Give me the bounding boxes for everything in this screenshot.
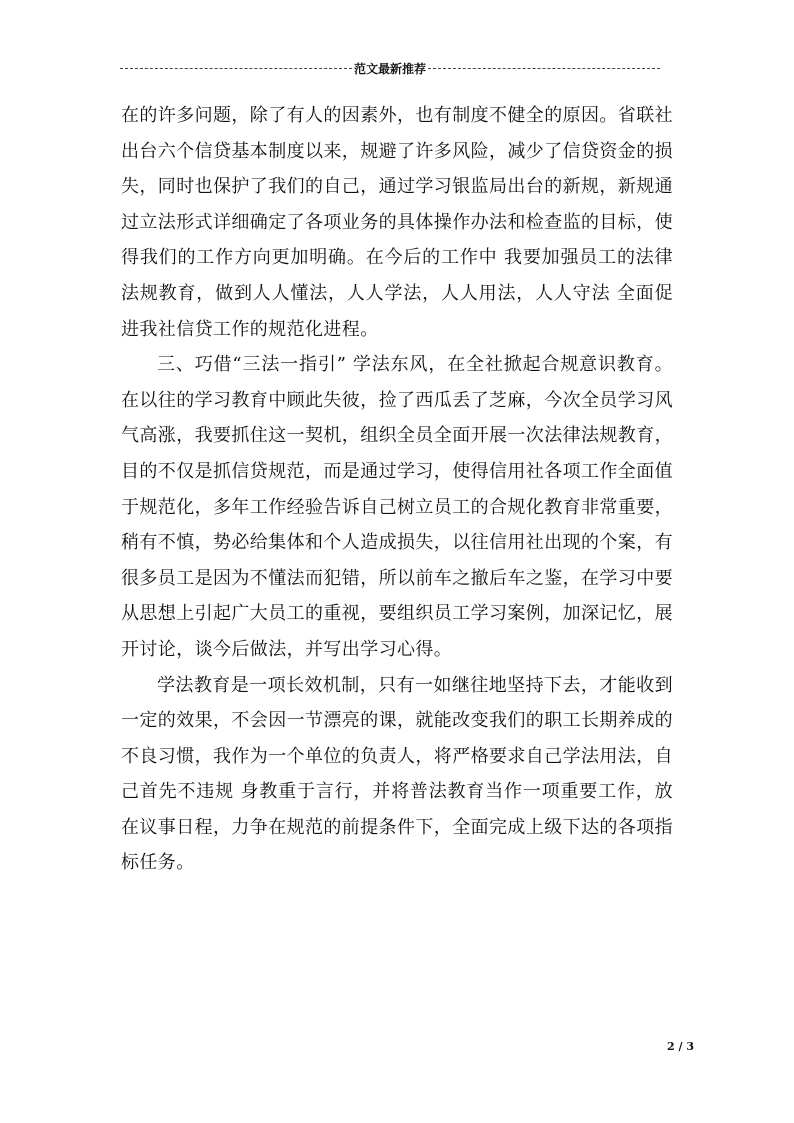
header-rule-left bbox=[120, 68, 352, 69]
page-number: 2 / 3 bbox=[667, 1040, 694, 1053]
header-title: 范文最新推荐 bbox=[354, 61, 427, 76]
document-body bbox=[121, 98, 673, 881]
paragraph-3: 学法教育是一项长效机制，只有一如继往地坚持下去，才能收到一定的效果，不会因一节漂亮的课，就能改变我们的职工长期养成的不良习惯，我作为一个单位的负责人，将严格要求自己学法用法，自己首先不违规 身教重于言行，并将普法教育当作一项重要工作，放在议事日程，力争在规范的前提条件下，全面完成上级下达的各项指标任务。 bbox=[121, 674, 673, 874]
paragraph-1: 在的许多问题，除了有人的因素外，也有制度不健全的原因。省联社出台六个信贷基本制度以来，规避了许多风险，减少了信贷资金的损失，同时也保护了我们的自己，通过学习银监局出台的新规，新规通过立法形式详细确定了各项业务的具体操作办法和检查监的目标，使得我们的工作方向更加明确。在今后的工作中 我要加强员工的法律法规教育，做到人人懂法，人人学法，人人用法，人人守法 全面促进我社信贷工作的规范化进程。 bbox=[121, 105, 673, 340]
header-rule-right bbox=[428, 68, 660, 69]
paragraph-2: 三、巧借“三法一指引” 学法东风，在全社掀起合规意识教育。在以往的学习教育中顾此失彼，捡了西瓜丢了芝麻，今次全员学习风气高涨，我要抓住这一契机，组织全员全面开展一次法律法规教育，目的不仅是抓信贷规范，而是通过学习，使得信用社各项工作全面值于规范化，多年工作经验告诉自己树立员工的合规化教育非常重要，稍有不慎，势必给集体和个人造成损失，以往信用社出现的个案，有很多员工是因为不懂法而犯错，所以前车之撤后车之鉴，在学习中要从思想上引起广大员工的重视，要组织员工学习案例，加深记忆，展开讨论，谈今后做法，并写出学习心得。 bbox=[121, 354, 673, 660]
page-header bbox=[120, 58, 660, 78]
